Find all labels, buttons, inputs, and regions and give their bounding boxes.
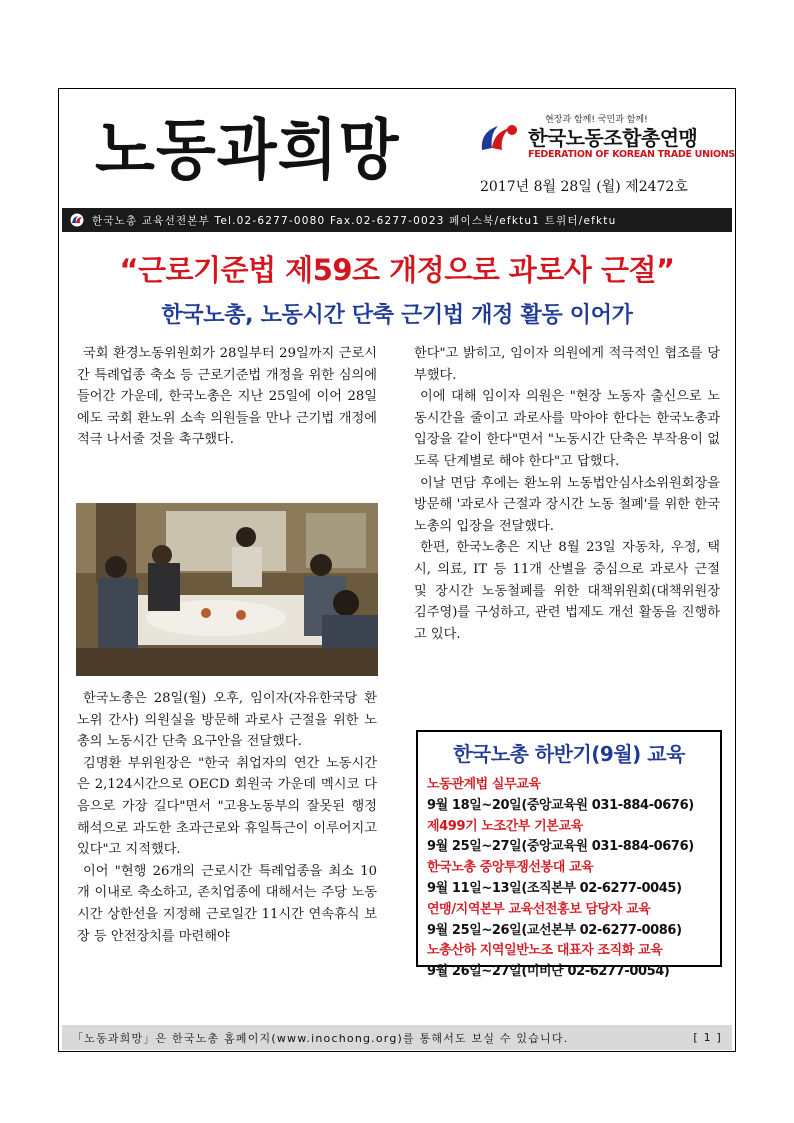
left-column-bottom [77,688,377,947]
fktu-mini-logo-icon [70,213,84,227]
education-item-detail: 9월 26일~27일(미비단 02-6277-0054) [427,964,670,980]
education-item-detail: 9월 25일~27일(중앙교육원 031-884-0676) [427,839,694,855]
article-headline: “근로기준법 제59조 개정으로 과로사 근절” [119,253,675,287]
footer-text: 「노동과희망」은 한국노총 홈페이지(www.inochong.org)를 통해서도 보실 수 있습니다. [72,1031,569,1045]
education-item-name: 노총산하 지역일반노조 대표자 조직화 교육 [427,943,663,959]
paragraph: 이에 대해 임이자 의원은 "현장 노동자 출신으로 노동시간을 줄이고 과로사를 막아야 한다는 한국노총과 입장을 같이 한다"면서 "노동시간 단축은 부작용이 없도록 단계별로 해야 한다"고 답했다. [414,389,720,469]
paragraph: 이어 "현행 26개의 근로시간 특례업종을 최소 10개 이내로 축소하고, 존치업종에 대해서는 주당 노동시간 상한선을 지정해 근로일간 11시간 연속휴식 보장 등 안전장치를 마련해야 [77,863,377,944]
org-name: 한국노동조합총연맹 [528,126,698,150]
right-column [414,343,720,645]
paragraph: 국회 환경노동위원회가 28일부터 29일까지 근로시간 특례업종 축소 등 근로기준법 개정을 위한 심의에 들어간 가운데, 한국노총은 지난 25일에 이어 28일에도 국회 환노위 소속 의원들을 만나 근기법 개정에 적극 나서줄 것을 촉구했다. [77,346,377,448]
left-column-top [77,343,377,451]
page-footer [62,1025,732,1050]
contact-info-bar [62,208,732,232]
issue-date: 2017년 8월 28일 (월) 제2472호 [480,179,688,195]
fktu-logo-icon [478,120,522,158]
contact-info-text: 한국노총 교육선전본부 Tel.02-6277-0080 Fax.02-6277-0023 페이스북/efktu1 트위터/efktu [92,214,617,227]
education-title: 한국노총 하반기(9월) 교육 [453,742,685,766]
education-schedule-box [416,730,722,980]
org-slogan: 현장과 함께! 국민과 함께! [545,115,648,125]
education-item-name: 노동관계법 실무교육 [427,777,541,792]
masthead-title: 노동과희망 [95,111,400,189]
article-subheadline: 한국노총, 노동시간 단축 근기법 개정 활동 이어가 [161,303,633,328]
paragraph: 한편, 한국노총은 지난 8월 23일 자동차, 우정, 택시, 의료, IT 등 11개 산별을 중심으로 과로사 근절 및 장시간 노동철폐를 위한 대책위원회(대책위원장 김주영)를 구성하고, 관련 법제도 개선 활동을 진행하고 있다. [414,540,720,642]
education-item-detail: 9월 11일~13일(조직본부 02-6277-0045) [427,880,682,896]
meeting-photo [76,503,378,676]
paragraph: 이날 면담 후에는 환노위 노동법안심사소위원회장을 방문해 '과로사 근절과 장시간 노동 철폐'를 위한 한국노총의 입장을 전달했다. [414,475,720,534]
education-item-detail: 9월 18일~20일(중앙교육원 031-884-0676) [427,797,694,813]
education-item-detail: 9월 25일~26일(교선본부 02-6277-0086) [427,922,682,938]
paragraph: 김명환 부위원장은 "한국 취업자의 연간 노동시간은 2,124시간으로 OECD 회원국 가운데 멕시코 다음으로 가장 길다"면서 "고용노동부의 잘못된 행정해석으로 과도한 초과근로와 휴일특근이 이루어지고 있다"고 지적했다. [77,755,377,858]
paragraph: 한국노총은 28일(월) 오후, 임이자(자유한국당 환노위 간사) 의원실을 방문해 과로사 근절을 위한 노총의 노동시간 단축 요구안을 전달했다. [77,691,377,750]
page-number: [ 1 ] [693,1031,722,1044]
education-item-name: 연맹/지역본부 교육선전홍보 담당자 교육 [427,901,651,917]
education-item-name: 제499기 노조간부 기본교육 [427,818,583,834]
paragraph: 한다"고 밝히고, 임이자 의원에게 적극적인 협조를 당부했다. [414,346,720,383]
education-item-name: 한국노총 중앙투쟁선봉대 교육 [427,860,594,876]
org-english-name: FEDERATION OF KOREAN TRADE UNIONS [528,149,735,160]
